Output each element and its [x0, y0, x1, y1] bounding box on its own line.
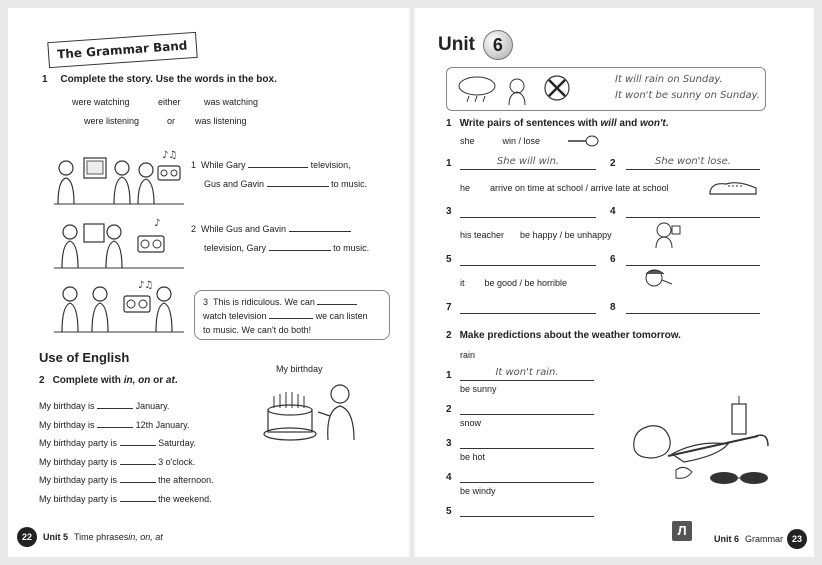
ex1-item-3-bubble: [194, 290, 390, 340]
prompt-verbs: be happy / be unhappy: [520, 230, 612, 240]
answer-blank[interactable]: [267, 186, 329, 187]
answer-blank[interactable]: [460, 401, 594, 415]
shoe-icon: [708, 178, 760, 196]
weather-objects-illustration: [628, 396, 778, 492]
answer-number: 5: [446, 506, 452, 517]
band-argue-illustration: [54, 276, 194, 336]
handwritten-answer: It won't rain.: [495, 367, 559, 378]
weather-prompt: be sunny: [460, 384, 497, 394]
r-ex1-number: 1: [446, 118, 452, 129]
ex2-number: 2: [39, 375, 45, 386]
ex2-item-1: [39, 397, 214, 416]
item-text: While Gary: [201, 160, 246, 170]
ex1-item-3-line3: to music. We can't do both!: [203, 325, 312, 335]
ex1-item-3-line2: [203, 309, 383, 323]
r-ex1-dot: .: [665, 118, 669, 129]
prompt-subject: his teacher: [460, 230, 505, 240]
ex2-item-6: [39, 490, 214, 509]
item-text: My birthday party is: [39, 456, 118, 467]
watermark-logo: Л: [672, 521, 692, 541]
r-ex1-heading: [446, 118, 668, 129]
answer-blank[interactable]: [460, 204, 596, 218]
answer-blank[interactable]: [460, 300, 596, 314]
weather-prompt: snow: [460, 418, 482, 428]
item-text: the weekend.: [158, 493, 212, 504]
answer-blank[interactable]: [460, 367, 594, 381]
weather-prompt: be hot: [460, 452, 486, 462]
ex2-instruction-dot: .: [174, 375, 178, 386]
word-box-item: were watching: [72, 97, 130, 107]
answer-blank[interactable]: [269, 318, 313, 319]
item-text: the afternoon.: [158, 475, 214, 485]
item-text: to music.: [331, 179, 368, 189]
item-text: January.: [135, 401, 170, 411]
item-text: 12th January.: [135, 419, 190, 430]
item-text: Gus and Gavin: [204, 179, 265, 189]
ex2-item-3: [39, 434, 214, 453]
item-text: This is ridiculous. We can: [213, 297, 315, 307]
ex2-instruction-words: in, on: [123, 375, 151, 386]
r-ex2-number: 2: [446, 330, 452, 341]
answer-number: 4: [610, 206, 616, 217]
ex1-item-2: [191, 220, 369, 258]
use-of-english-heading: Use of English: [39, 350, 130, 365]
item-text: While Gus and Gavin: [201, 224, 287, 234]
answer-blank[interactable]: [460, 156, 596, 170]
ex1-instruction: Complete the story. Use the words in the box.: [60, 74, 277, 85]
answer-number: 1: [446, 370, 452, 381]
answer-number: 2: [610, 158, 616, 169]
item-number: 1: [191, 160, 197, 170]
answer-blank[interactable]: [120, 464, 156, 465]
answer-number: 8: [610, 302, 616, 313]
page-number-badge: 22: [17, 527, 37, 547]
answer-blank[interactable]: [289, 231, 351, 232]
example-sentence-2: It won't be sunny on Sunday.: [615, 90, 760, 101]
workbook-spread: [8, 8, 814, 557]
item-text: My birthday is: [39, 401, 95, 411]
footer-unit: Unit 5: [43, 532, 69, 542]
right-footer: [714, 529, 807, 549]
unit-number-badge: 6: [483, 30, 513, 60]
footer-text: Time phrases: [74, 532, 129, 542]
teacher-icon: [652, 220, 682, 248]
answer-blank[interactable]: [460, 252, 596, 266]
weather-prompt: be windy: [460, 486, 496, 496]
answer-blank[interactable]: [317, 304, 357, 305]
answer-blank[interactable]: [626, 252, 760, 266]
item-text: to music.: [333, 243, 370, 253]
word-box-item: either: [158, 97, 181, 107]
handwritten-answer: She won't lose.: [655, 156, 731, 167]
prompt-verbs: arrive on time at school / arrive late at school: [490, 183, 669, 193]
weather-prompt: rain: [460, 350, 476, 360]
prompt-she: [460, 136, 540, 146]
answer-blank[interactable]: [97, 408, 133, 409]
page-spine: [408, 8, 416, 557]
ex2-instruction-mid: or: [150, 375, 166, 386]
item-text: Saturday.: [158, 438, 196, 448]
word-box-item: were listening: [84, 116, 140, 126]
prompt-he: [460, 183, 669, 193]
answer-number: 4: [446, 472, 452, 483]
ex2-items: [39, 397, 214, 508]
girl-icon: [638, 266, 674, 292]
ex1-item-2-line2: [191, 239, 369, 258]
prompt-it: [460, 278, 567, 288]
page-number-badge: 23: [787, 529, 807, 549]
answer-blank[interactable]: [120, 445, 156, 446]
answer-number: 3: [446, 438, 452, 449]
word-box-item: was listening: [195, 116, 247, 126]
example-box: [446, 67, 766, 111]
left-page: [8, 8, 411, 557]
footer-unit: Unit 6: [714, 534, 740, 544]
item-text: My birthday party is: [39, 438, 118, 448]
birthday-caption: My birthday: [276, 364, 323, 374]
r-ex1-and: and: [616, 118, 640, 129]
answer-blank[interactable]: [248, 167, 308, 168]
answer-row-3-4: [446, 204, 796, 220]
band-radio-illustration: [54, 212, 184, 270]
sun-rain-icons: [455, 72, 595, 106]
left-footer: [17, 527, 163, 547]
item-text: watch television: [203, 311, 267, 321]
ex1-item-1: [191, 156, 367, 194]
ex2-instruction: Complete with: [52, 375, 124, 386]
word-box-item: or: [167, 116, 176, 126]
item-text: My birthday is: [39, 419, 95, 430]
footer-text: Grammar: [745, 534, 784, 544]
prompt-subject: it: [460, 278, 465, 288]
ex1-heading: [42, 74, 277, 85]
r-ex2-instruction: Make predictions about the weather tomorrow.: [459, 330, 681, 341]
prompt-subject: she: [460, 136, 475, 146]
item-text: My birthday party is: [39, 475, 118, 485]
answer-blank[interactable]: [626, 204, 760, 218]
answer-blank[interactable]: [460, 435, 594, 449]
right-page: [416, 8, 814, 557]
prompt-subject: he: [460, 183, 471, 193]
ex1-item-1-line1: [191, 156, 367, 175]
answer-blank[interactable]: [269, 250, 331, 251]
answer-row-5-6: [446, 252, 796, 268]
svg-text:♪♫: ♪♫: [162, 150, 178, 161]
ex2-instruction-end: at: [165, 375, 175, 386]
item-number: 3: [203, 297, 209, 307]
item-text: 3 o'clock.: [158, 456, 196, 467]
unit-header: [438, 30, 513, 60]
answer-row-1-2: [446, 156, 796, 172]
prompt-verbs: win / lose: [502, 136, 541, 146]
word-box: [72, 97, 282, 137]
answer-number: 7: [446, 302, 452, 313]
r-ex1-wont: won't: [640, 118, 666, 129]
answer-blank[interactable]: [626, 156, 760, 170]
ex1-item-3-line1: [203, 295, 383, 309]
answer-blank[interactable]: [626, 300, 760, 314]
answer-number: 2: [446, 404, 452, 415]
answer-blank[interactable]: [97, 427, 133, 428]
item-text: television,: [310, 160, 351, 170]
r-ex2-heading: [446, 330, 681, 341]
unit-label: Unit: [438, 34, 475, 55]
word-box-item: was watching: [204, 97, 259, 107]
tennis-racket-icon: [564, 134, 600, 148]
item-number: 2: [191, 224, 197, 234]
ex2-item-2: [39, 416, 214, 435]
ex2-item-4: [39, 453, 214, 472]
prompt-teacher: [460, 230, 612, 240]
ex2-heading: [39, 375, 178, 386]
answer-number: 3: [446, 206, 452, 217]
answer-number: 6: [610, 254, 616, 265]
item-text: television, Gary: [204, 243, 267, 253]
svg-text:♪: ♪: [154, 218, 161, 229]
item-text: My birthday party is: [39, 493, 118, 504]
answer-number: 5: [446, 254, 452, 265]
answer-number: 1: [446, 158, 452, 169]
answer-blank[interactable]: [120, 482, 156, 483]
band-title-text: The Grammar Band: [56, 38, 188, 62]
svg-text:♪♫: ♪♫: [138, 280, 154, 291]
answer-row-7-8: [446, 300, 796, 316]
answer-blank[interactable]: [460, 503, 594, 517]
grammar-band-title: [47, 32, 197, 68]
ex1-number: 1: [42, 74, 48, 85]
ex1-item-1-line2: [191, 175, 367, 194]
answer-blank[interactable]: [120, 501, 156, 502]
prompt-verbs: be good / be horrible: [484, 278, 568, 288]
ex2-item-5: [39, 471, 214, 490]
r-ex1-instruction: Write pairs of sentences with: [459, 118, 601, 129]
footer-text-italic: in, on, at: [128, 532, 163, 542]
r-ex1-will: will: [600, 118, 617, 129]
ex1-item-2-line1: [191, 220, 369, 239]
item-text: we can listen: [315, 311, 368, 321]
answer-blank[interactable]: [460, 469, 594, 483]
example-sentence-1: It will rain on Sunday.: [615, 74, 723, 85]
band-tv-illustration: [54, 146, 184, 206]
birthday-cake-illustration: [260, 376, 360, 442]
handwritten-answer: She will win.: [496, 156, 560, 167]
